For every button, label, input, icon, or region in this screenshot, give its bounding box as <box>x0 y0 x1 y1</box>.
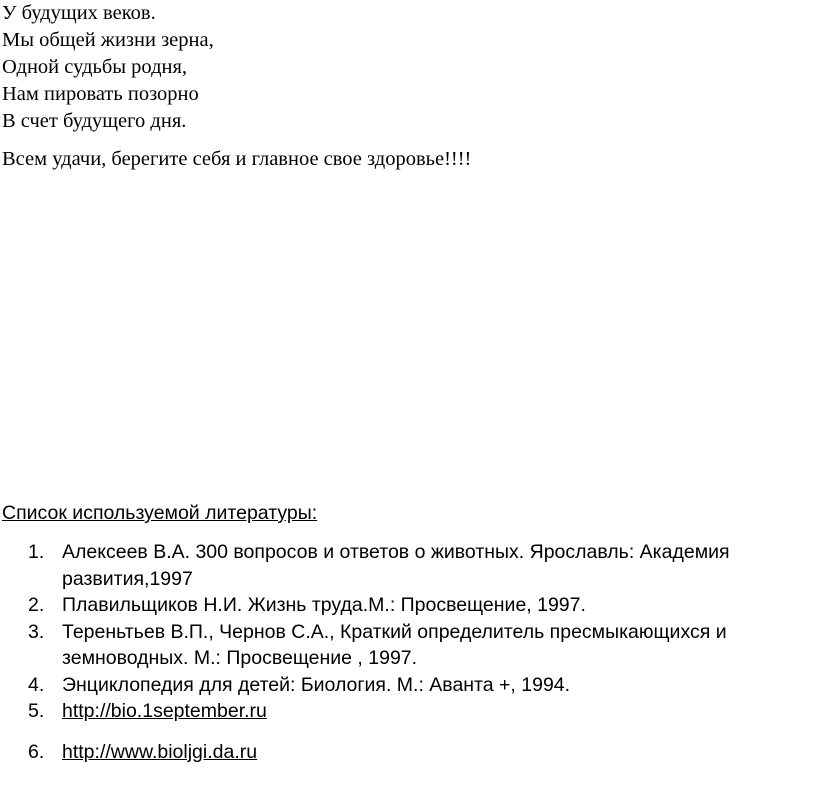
reference-text-line1: Алексеев В.А. 300 вопросов и ответов о животных. Ярославль: Академия <box>62 541 730 563</box>
reference-item-4 <box>0 672 800 699</box>
poem-line: В счет будущего дня. <box>2 110 187 132</box>
reference-number: 6. <box>28 740 45 763</box>
poem-line: У будущих веков. <box>2 2 156 24</box>
reference-item-3 <box>0 619 800 672</box>
reference-number: 3. <box>28 620 45 643</box>
reference-text: Энциклопедия для детей: Биология. М.: Аванта +, 1994. <box>62 673 571 696</box>
reference-text: Плавильщиков Н.И. Жизнь труда.М.: Просвещение, 1997. <box>62 594 586 616</box>
references-list <box>0 539 800 765</box>
poem-stanza <box>2 0 214 135</box>
reference-text-line2: земноводных. М.: Просвещение , 1997. <box>62 647 418 669</box>
reference-item-2 <box>0 592 800 619</box>
poem-line: Одной судьбы родня, <box>2 56 188 78</box>
reference-link-bio-1september[interactable]: http://bio.1september.ru <box>62 700 267 722</box>
reference-item-1 <box>0 539 800 592</box>
reference-item-6 <box>0 739 800 766</box>
reference-number: 2. <box>28 594 45 616</box>
poem-line: Нам пировать позорно <box>2 83 199 105</box>
reference-number: 1. <box>28 541 45 563</box>
reference-text-line1: Тереньтьев В.П., Чернов С.А., Краткий определитель пресмыкающихся и <box>62 620 727 643</box>
reference-number: 4. <box>28 673 45 696</box>
references-heading: Список используемой литературы: <box>2 502 318 524</box>
farewell-message: Всем удачи, берегите себя и главное свое здоровье!!!! <box>2 148 472 170</box>
reference-number: 5. <box>28 700 45 722</box>
reference-item-5 <box>0 698 800 725</box>
poem-line: Мы общей жизни зерна, <box>2 29 214 51</box>
reference-text-line2: развития,1997 <box>62 567 193 590</box>
reference-link-bioljgi[interactable]: http://www.bioljgi.da.ru <box>62 740 258 763</box>
